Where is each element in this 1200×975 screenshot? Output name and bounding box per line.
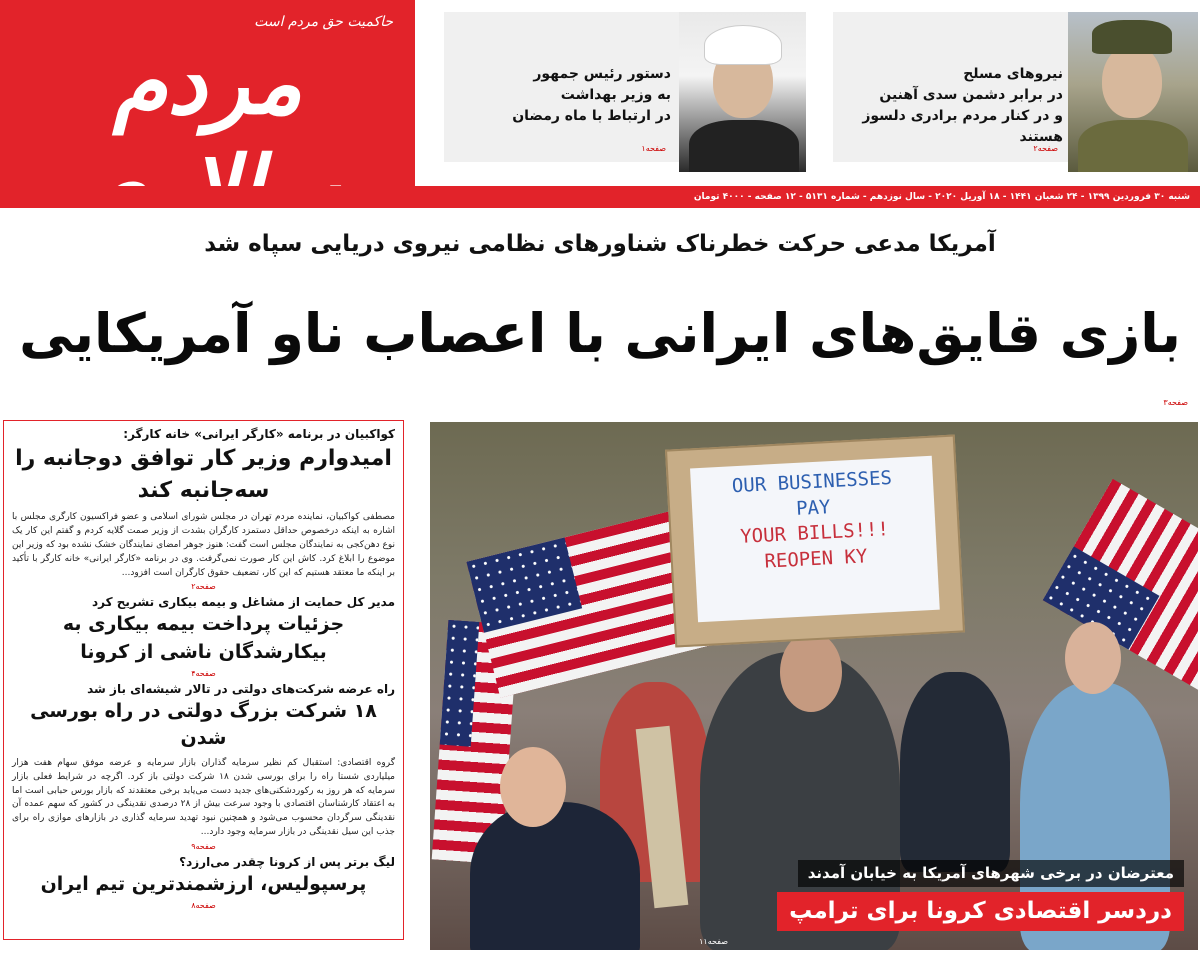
- teaser-line: به وزیر بهداشت: [560, 87, 671, 103]
- lead-photo[interactable]: [430, 422, 1198, 950]
- sign-text: REOPEN KY: [763, 545, 868, 573]
- portrait-cap: [1092, 20, 1172, 54]
- teaser-line: دستور رئیس جمهور: [533, 66, 671, 82]
- story-title: ۱۸ شرکت بزرگ دولتی در راه بورسی شدن: [30, 699, 377, 750]
- newspaper-logo[interactable]: [0, 0, 415, 186]
- sign-text: OUR BUSINESSES: [731, 466, 893, 498]
- logo-tagline: حاکمیت حق مردم است: [254, 14, 393, 30]
- teaser-line: در برابر دشمن سدی آهنین: [879, 87, 1063, 103]
- protester-face: [780, 632, 842, 712]
- story-title: پرسپولیس، ارزشمندترین تیم ایران: [40, 873, 367, 896]
- teaser-page-ref: صفحه۱: [641, 144, 666, 153]
- teaser-page-ref: صفحه۲: [1033, 144, 1058, 153]
- photo-caption-kicker: معترضان در برخی شهرهای آمریکا به خیابان آمدند: [798, 860, 1184, 887]
- story-page-ref: صفحه۲: [191, 582, 216, 592]
- story-page-ref: صفحه۴: [191, 668, 216, 678]
- dateline-bar: شنبه ۳۰ فروردین ۱۳۹۹ - ۲۴ شعبان ۱۴۴۱ - ۱۸ آوریل ۲۰۲۰ - سال نوزدهم - شماره ۵۱۳۱ - ۱۲ صفحه - ۴۰۰۰ تومان: [0, 186, 1200, 208]
- teaser-line: و در کنار مردم برادری دلسوز هستند: [862, 108, 1063, 145]
- teaser-president[interactable]: [444, 12, 806, 162]
- protester-face: [500, 747, 566, 827]
- teaser-headline: [843, 64, 1063, 148]
- story-kicker: راه عرضه شرکت‌های دولتی در تالار شیشه‌ای باز شد: [87, 681, 395, 696]
- sign-text: PAY: [795, 495, 831, 520]
- protest-sign: [665, 435, 965, 648]
- story-body: گروه اقتصادی: استقبال کم نظیر سرمایه گذاران بازار سرمایه و عرضه موفق سهام هفت هزار میلیاردی شستا راه را برای بورسی شدن ۱۸ شرکت دولتی باز کرد. اگرچه در شرایط فعلی بازار سرمایه که هر روز به رکوردشکنی‌های جدید دست می‌یابد برخی معتقدند که بازار بورس حبابی است اما به اعتقاد کارشناسان اقتصادی با وجود سرعت بیش از ۲۸ درصدی نقدینگی در کشور که سهم عمده آن نقدینگی سرگردان محسوب می‌شود و همچنین نبود تهدید سرمایه گذاری در بازارهای موازی راه برای جذب این سیل نقدینگی در بازار سرمایه وجود دارد...: [12, 757, 395, 838]
- portrait-face: [1102, 44, 1162, 118]
- protester-figure: [900, 672, 1010, 872]
- portrait-photo: [1068, 12, 1198, 172]
- teaser-line: نیروهای مسلح: [963, 66, 1063, 82]
- story-kicker: مدیر کل حمایت از مشاغل و بیمه بیکاری تشریح کرد: [91, 595, 395, 610]
- lead-page-ref: صفحه۳: [1163, 398, 1188, 407]
- news-item[interactable]: [12, 425, 395, 591]
- flag-canton: [466, 537, 582, 632]
- teaser-headline: [451, 64, 671, 127]
- news-column: [3, 420, 404, 940]
- news-item[interactable]: [12, 853, 395, 910]
- portrait-body: [689, 120, 799, 172]
- story-title: امیدوارم وزیر کار توافق دوجانبه را سه‌جانبه کند: [15, 446, 392, 503]
- portrait-turban: [705, 26, 781, 64]
- news-item[interactable]: [12, 680, 395, 852]
- flag-canton: [440, 620, 479, 747]
- story-title: جزئیات پرداخت بیمه بیکاری به بیکارشدگان ناشی از کرونا: [62, 613, 345, 664]
- protester-figure: [470, 802, 640, 950]
- protest-sign-board: [690, 456, 940, 622]
- photo-caption-headline: دردسر اقتصادی کرونا برای ترامپ: [777, 892, 1184, 931]
- logo-wordmark: مردم: [112, 31, 303, 134]
- masthead: [0, 0, 1200, 186]
- story-kicker: لیگ برتر پس از کرونا چقدر می‌ارزد؟: [179, 855, 395, 870]
- teaser-armed-forces[interactable]: [833, 12, 1198, 162]
- news-item[interactable]: [12, 593, 395, 677]
- story-page-ref: صفحه۸: [191, 900, 216, 910]
- photo-page-ref: صفحه۱۱: [699, 937, 728, 946]
- story-body: مصطفی کواکبیان، نماینده مردم تهران در مجلس شورای اسلامی و عضو فراکسیون کارگری مجلس با اشاره به اینکه درخصوص حداقل دستمزد کارگران بشدت از وزیر صمت گلایه کردم و گفتم این کار یک نوع دهن‌کجی به نمایندگان مجلس است گفت: هنوز جوهر امضای نمایندگان خشک نشده بود که وزیر این موضوع را ابلاغ کرد. کاش این کار صورت نمی‌گرفت. وی در برنامه «کارگر ایرانی» خانه کارگر با تأکید بر اینکه ما معتقد هستیم که این کار، تضعیف حقوق کارگران است افزود...: [12, 511, 395, 578]
- teaser-line: در ارتباط با ماه رمضان: [512, 108, 671, 124]
- story-page-ref: صفحه۹: [191, 842, 216, 852]
- lead-headline[interactable]: بازی قایق‌های ایرانی با اعصاب ناو آمریکایی: [19, 302, 1181, 365]
- lead-subhead: آمریکا مدعی حرکت خطرناک شناورهای نظامی نیروی دریایی سپاه شد: [204, 231, 996, 257]
- sign-text: YOUR BILLS!!!: [739, 518, 890, 549]
- portrait-body: [1078, 120, 1188, 172]
- portrait-photo: [679, 12, 806, 172]
- story-kicker: کواکبیان در برنامه «کارگر ایرانی» خانه کارگر:: [123, 427, 395, 441]
- protester-face: [1065, 622, 1121, 694]
